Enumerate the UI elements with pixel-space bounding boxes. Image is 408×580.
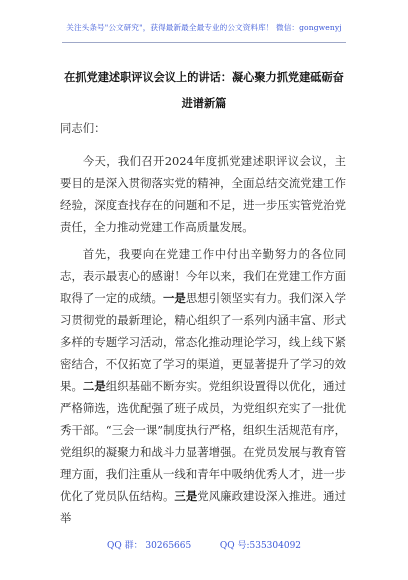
- header-divider: [62, 42, 346, 43]
- point-3-text: 党风廉政建设深入推进。通过举: [60, 489, 346, 525]
- point-1-text: 思想引领坚实有力。我们深入学习贯彻党的最新理论，精心组织了一系列内涵丰富、形式多样的专题学习活动，常态化推动理论学习，线上线下紧密结合，不仅拓宽了学习的渠道，更显著提升了学习的效果。: [60, 291, 346, 393]
- paragraph-1: 今天，我们召开2024年度抓党建述职评议会议，主要目的是深入贯彻落实党的精神，全面总结交流党建工作经验，深度查找存在的问题和不足，进一步压实管党治党责任，全力推动党建工作高质量发展。: [60, 154, 346, 234]
- point-2-marker: 二是: [82, 379, 106, 393]
- salutation: 同志们：: [60, 121, 106, 135]
- paragraph-2: [60, 243, 346, 539]
- paragraph-2-intro: 首先，我要向在党建工作中付出辛勤努力的各位同志，表示最衷心的感谢！今年以来，我们在党建工作方面取得了一定的成绩。: [60, 247, 346, 305]
- footer-contact: QQ 群： 30265665 QQ 号:535304092: [106, 541, 302, 551]
- title-line-1: 在抓党建述职评议会议上的讲话：凝心聚力抓党建砥砺奋: [64, 71, 344, 84]
- header-banner: 关注头条号"公文研究"，获得最新最全最专业的公文资料库！ 微信：gongwenyj: [66, 23, 342, 32]
- point-2-text: 组织基础不断夯实。党组织设置得以优化，通过严格筛选，选优配强了班子成员，为党组织充实了一批优秀干部。“三会一课”制度执行严格，组织生活规范有序，党组织的凝聚力和战斗力显著增强。在党员发展与教育管理方面，我们注重从一线和青年中吸纳优秀人才，进一步优化了党员队伍结构。: [60, 379, 346, 503]
- point-3-marker: 三是: [174, 489, 198, 503]
- title-line-2: 进谱新篇: [181, 97, 227, 110]
- document-title: [50, 65, 358, 117]
- point-1-marker: 一是: [162, 291, 186, 305]
